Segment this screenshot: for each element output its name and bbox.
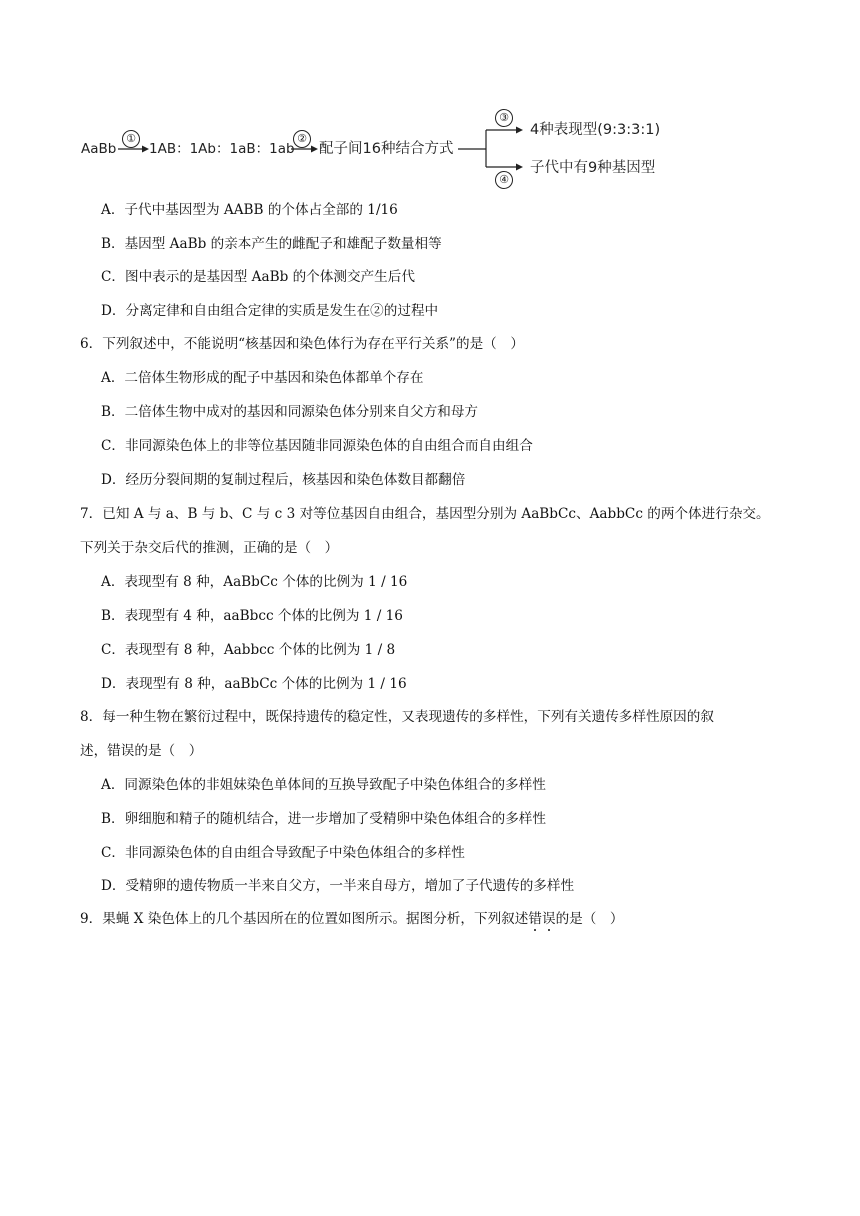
genetics-diagram	[78, 100, 678, 190]
q7-option-c: C．表现型有 8 种，Aabbcc 个体的比例为 1 / 8	[101, 642, 396, 658]
q7-stem-line-2: 下列关于杂交后代的推测，正确的是（ ）	[80, 540, 339, 556]
combination-label: 配子间16种结合方式	[319, 141, 454, 157]
q7-option-b: B．表现型有 4 种，aaBbcc 个体的比例为 1 / 16	[101, 608, 403, 624]
q8-option-c: C．非同源染色体的自由组合导致配子中染色体组合的多样性	[101, 845, 465, 861]
q8-option-b: B．卵细胞和精子的随机结合，进一步增加了受精卵中染色体组合的多样性	[101, 811, 546, 827]
q9-emphasis-text: 错误	[528, 911, 556, 927]
step-3-marker: ③	[495, 109, 513, 127]
q8-stem-line-2: 述，错误的是（ ）	[80, 743, 203, 759]
emphasis-dot	[548, 929, 550, 931]
q9-emphasis	[528, 911, 555, 927]
q5-option-b: B．基因型 AaBb 的亲本产生的雌配子和雄配子数量相等	[101, 236, 442, 252]
q6-option-b: B．二倍体生物中成对的基因和同源染色体分别来自父方和母方	[101, 404, 479, 420]
step-4-marker: ④	[495, 171, 513, 189]
gamete-ratio: 1AB：1Ab：1aB：1ab	[149, 141, 295, 157]
step-2-marker: ②	[293, 130, 311, 148]
q9-stem-start: 9．果蝇 X 染色体上的几个基因所在的位置如图所示。据图分析，下列叙述	[80, 911, 529, 927]
q8-stem-line-1: 8．每一种生物在繁衍过程中，既保持遗传的稳定性，又表现遗传的多样性，下列有关遗传多样性原因的叙	[80, 709, 714, 725]
q6-option-d: D．经历分裂间期的复制过程后，核基因和染色体数目都翻倍	[101, 472, 466, 488]
q5-option-d: D．分离定律和自由组合定律的实质是发生在②的过程中	[101, 303, 439, 319]
start-genotype: AaBb	[81, 141, 117, 157]
q7-stem-line-1: 7．已知 A 与 a、B 与 b、C 与 c 3 对等位基因自由组合，基因型分别为 AaBbCc、AabbCc 的两个体进行杂交。	[80, 506, 770, 522]
q5-option-c: C．图中表示的是基因型 AaBb 的个体测交产生后代	[101, 269, 415, 285]
q7-option-a: A．表现型有 8 种，AaBbCc 个体的比例为 1 / 16	[101, 574, 408, 590]
emphasis-dot	[534, 929, 536, 931]
q8-option-a: A．同源染色体的非姐妹染色单体间的互换导致配子中染色体组合的多样性	[101, 777, 546, 793]
q6-option-c: C．非同源染色体上的非等位基因随非同源染色体的自由组合而自由组合	[101, 438, 533, 454]
phenotype-label: 4种表现型(9:3:3:1)	[530, 122, 661, 138]
genotype-label: 子代中有9种基因型	[530, 160, 656, 176]
q8-option-d: D．受精卵的遗传物质一半来自父方，一半来自母方，增加了子代遗传的多样性	[101, 878, 575, 894]
q9-stem	[80, 913, 624, 927]
q5-option-a: A．子代中基因型为 AABB 的个体占全部的 1/16	[101, 202, 398, 218]
step-1-marker: ①	[122, 130, 140, 148]
q9-stem-end: 的是（ ）	[555, 911, 624, 927]
q6-stem: 6．下列叙述中，不能说明“核基因和染色体行为存在平行关系”的是（ ）	[80, 336, 524, 352]
q7-option-d: D．表现型有 8 种，aaBbCc 个体的比例为 1 / 16	[101, 676, 407, 692]
q6-option-a: A．二倍体生物形成的配子中基因和染色体都单个存在	[101, 370, 424, 386]
